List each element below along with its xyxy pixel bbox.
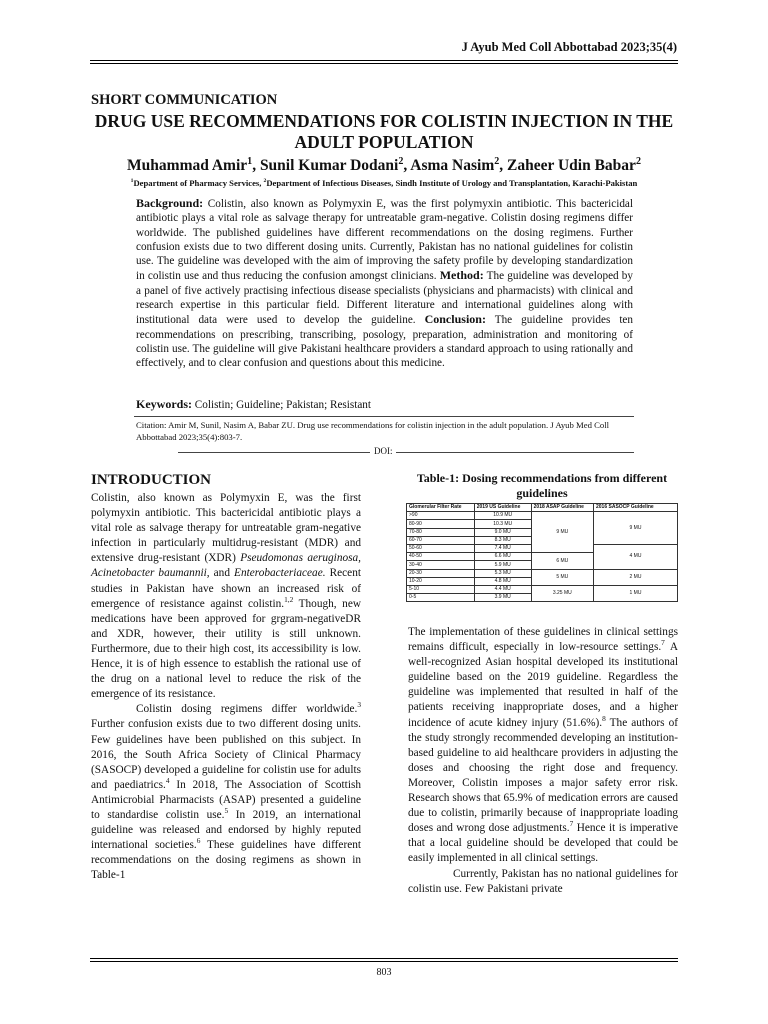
- intro-paragraph: [91, 491, 361, 702]
- column-header: 2018 ASAP Guideline: [531, 504, 593, 512]
- citation: Citation: Amir M, Sunil, Nasim A, Babar ZU. Drug use recommendations for colistin injection in the adult population. J Ayub Med Coll Abbottabad 2023;35(4):803-7.: [136, 420, 610, 442]
- intro-paragraph: [91, 702, 361, 883]
- gfr-cell: 50-60: [407, 544, 475, 552]
- background-text: Colistin, also known as Polymyxin E, was the first polymyxin antibiotic. This bactericidal antibiotic plays a vital role as salvage therapy for untreatable gram-negative. Colistin dosing regimens differ worldwide. The published guidelines have different recommendations on the dosing regimens. Further confusion exists due to two different dosing units. Currently, Pakistan has no national guidelines for colistin use. The guideline was developed with the aim of improving the safety profile by developing standardization in colistin use and thus reducing the confusion amongst clinicians.: [136, 198, 633, 283]
- sasocp-dose-cell: 2 MU: [593, 569, 677, 585]
- gfr-cell: 5-10: [407, 585, 475, 593]
- table-title: Table-1: Dosing recommendations from different guidelines: [416, 471, 668, 500]
- method-label: Method:: [439, 268, 484, 283]
- column-header: Glomerular Filter Rate: [407, 504, 475, 512]
- page-number: 803: [376, 967, 392, 978]
- table-header-row: [407, 504, 678, 512]
- author-sup: 2: [635, 155, 641, 167]
- background-label: Background:: [136, 196, 204, 210]
- gfr-cell: 40-50: [407, 553, 475, 561]
- organism-names: Pseudomonas aeruginosa, Acinetobacter baumannii,: [91, 552, 361, 580]
- us-dose-cell: 10.3 MU: [474, 520, 531, 528]
- doi-rule: [396, 452, 634, 453]
- gfr-cell: 80-90: [407, 520, 475, 528]
- gfr-cell: 10-20: [407, 577, 475, 585]
- conclusion-label: Conclusion:: [424, 312, 486, 327]
- left-column: [91, 491, 361, 883]
- sasocp-dose-cell: 4 MU: [593, 544, 677, 569]
- keywords-label: Keywords:: [136, 397, 192, 411]
- text-run: Colistin, also known as Polymyxin E, was the first polymyxin antibiotic. This bactericidal antibiotic plays a vital role as salvage therapy for untreatable gram-negative infection in particularly multidrug-resistant (MDR) and extensive drug-resistant (XDR): [91, 492, 361, 565]
- author-name: Zaheer Udin Babar: [507, 157, 636, 174]
- text-run: In 2018, The Association of Scottish Antimicrobial Pharmacists (ASAP) presented a guideline to standardise colistin use.: [91, 778, 361, 821]
- us-dose-cell: 7.4 MU: [474, 544, 531, 552]
- doi-label: DOI:: [374, 446, 393, 456]
- text-run: In 2019, an international guideline was released and endorsed by highly reputed international societies.: [91, 808, 361, 852]
- table-row: [407, 585, 678, 593]
- gfr-cell: >90: [407, 512, 475, 520]
- column-header: 2016 SASOCP Guideline: [593, 504, 677, 512]
- reference-sup: 8: [602, 713, 606, 723]
- author-name: Sunil Kumar Dodani: [259, 157, 399, 174]
- doi-rule: [178, 452, 370, 453]
- affil-sup: 2: [263, 178, 267, 185]
- gfr-cell: 60-70: [407, 536, 475, 544]
- author-name: Asma Nasim: [410, 157, 495, 174]
- reference-sup: 4: [165, 776, 170, 786]
- text-run: Though, new medications have been approved for grgram-negativeDR and XDR, however, their utility is still unknown. Furthermore, due to their high cost, its accessibility is low. Hence, it is of high essence to establish the rational use of the drug on a national level to reduce the risk of the emergence of its resistance.: [91, 597, 361, 701]
- text-run: Further confusion exists due to two different dosing units. Few guidelines have been published on this subject. In 2016, the South Africa Society of Clinical Pharmacy (SASOCP) developed a guideline for colistin use for adults and paediatrics.: [91, 718, 361, 791]
- affil-sup: 1: [130, 178, 134, 185]
- table-row: [407, 569, 678, 577]
- affil-text: Department of Infectious Diseases, Sindh Institute of Urology and Transplantation, Karachi-Pakistan: [266, 178, 638, 188]
- gfr-cell: 70-80: [407, 528, 475, 536]
- asap-dose-cell: 3.25 MU: [531, 585, 593, 601]
- header-rule: [90, 60, 678, 64]
- right-column: [408, 625, 678, 897]
- body-paragraph: [408, 625, 678, 867]
- keywords: [136, 397, 633, 412]
- conclusion-text: The guideline provides ten recommendations on prescribing, transcribing, posology, preparation, administration and monitoring of colistin use. The guideline will give Pakistani healthcare providers a standard approach to using rationally and effectively, and to clear confusion and questions about this medicine.: [136, 314, 633, 370]
- author-sup: 2: [398, 155, 404, 167]
- sasocp-dose-cell: 1 MU: [593, 585, 677, 601]
- dosing-table: [406, 503, 678, 602]
- text-run: Recent studies in Pakistan have shown an increased risk of emergence of resistance against colistin.: [91, 567, 361, 610]
- author-sup: 2: [494, 155, 500, 167]
- gfr-cell: 30-40: [407, 561, 475, 569]
- table-row: [407, 512, 678, 520]
- reference-sup: 5: [224, 806, 229, 816]
- us-dose-cell: 5.3 MU: [474, 569, 531, 577]
- reference-sup: 7: [661, 638, 665, 648]
- author-sup: 1: [247, 155, 253, 167]
- footer-rule: [90, 958, 678, 962]
- asap-dose-cell: 5 MU: [531, 569, 593, 585]
- text-run: Hence it is imperative that a local guideline should be developed that could be easily implemented in all clinical settings.: [408, 822, 679, 865]
- text-run: and: [209, 567, 235, 580]
- us-dose-cell: 4.4 MU: [474, 585, 531, 593]
- us-dose-cell: 10.9 MU: [474, 512, 531, 520]
- us-dose-cell: 8.3 MU: [474, 536, 531, 544]
- us-dose-cell: 9.0 MU: [474, 528, 531, 536]
- reference-sup: 6: [196, 836, 201, 846]
- organism-names: Enterobacteriaceae.: [234, 567, 326, 580]
- body-paragraph: Currently, Pakistan has no national guidelines for colistin use. Few Pakistani private: [408, 867, 678, 895]
- affil-text: Department of Pharmacy Services,: [133, 178, 264, 188]
- method-text: The guideline was developed by a panel of five actively practising infectious disease specialists (physicians and pharmacists) with clinical and research expertise in this particular field. Different literature and international guidelines along with institutional data were used to develop the guideline.: [136, 270, 633, 327]
- column-header: 2019 US Guideline: [474, 504, 531, 512]
- asap-dose-cell: 9 MU: [531, 512, 593, 553]
- us-dose-cell: 5.9 MU: [474, 561, 531, 569]
- reference-sup: 7: [569, 819, 574, 829]
- asap-dose-cell: 6 MU: [531, 553, 593, 569]
- sasocp-dose-cell: 9 MU: [593, 512, 677, 545]
- abstract: [136, 196, 633, 371]
- affiliation: [60, 178, 708, 188]
- keywords-text: Colistin; Guideline; Pakistan; Resistant: [192, 399, 371, 411]
- introduction-heading: INTRODUCTION: [91, 472, 212, 488]
- citation-rule: [134, 416, 634, 417]
- text-run: These guidelines have different recommendations on the dosing regimens as shown in Table-1: [91, 839, 362, 882]
- reference-sup: 3: [357, 700, 361, 710]
- text-run: Colistin dosing regimens differ worldwide.: [136, 703, 358, 716]
- gfr-cell: 0-5: [407, 594, 475, 602]
- reference-sup: 1,2: [284, 594, 294, 604]
- section-type: SHORT COMMUNICATION: [91, 92, 278, 108]
- text-run: The implementation of these guidelines in clinical settings remains difficult, especially in low-resource settings.: [408, 626, 678, 654]
- text-run: The authors of the study strongly recommended developing an institution-based guideline to aid healthcare providers in adjusting the doses and choosing the right dose and frequency. Moreover, Colistin imposes a major safety error risk. Research shows that 65.9% of medication errors are caused due to colistin, primarily because of inappropriate loading doses and wrong dose adjustments.: [408, 716, 679, 835]
- article-title: DRUG USE RECOMMENDATIONS FOR COLISTIN INJECTION IN THE ADULT POPULATION: [94, 111, 674, 152]
- text-run: A well-recognized Asian hospital developed its institutional guideline based on the 2019 guideline. Regardless the guideline was implemented that resulted in half of the patients receiving inappropriate doses, and a higher incidence of acute kidney injury (51.6%).: [408, 641, 679, 729]
- us-dose-cell: 3.9 MU: [474, 594, 531, 602]
- gfr-cell: 20-30: [407, 569, 475, 577]
- author-list: Muhammad Amir$^1$, Sunil Kumar Dodani$^2$, Asma Nasim$^2$, Zaheer Udin Babar$^2$: [127, 155, 641, 174]
- journal-header: J Ayub Med Coll Abbottabad 2023;35(4): [461, 40, 677, 54]
- us-dose-cell: 4.8 MU: [474, 577, 531, 585]
- author-name: Muhammad Amir: [127, 157, 248, 174]
- us-dose-cell: 6.6 MU: [474, 553, 531, 561]
